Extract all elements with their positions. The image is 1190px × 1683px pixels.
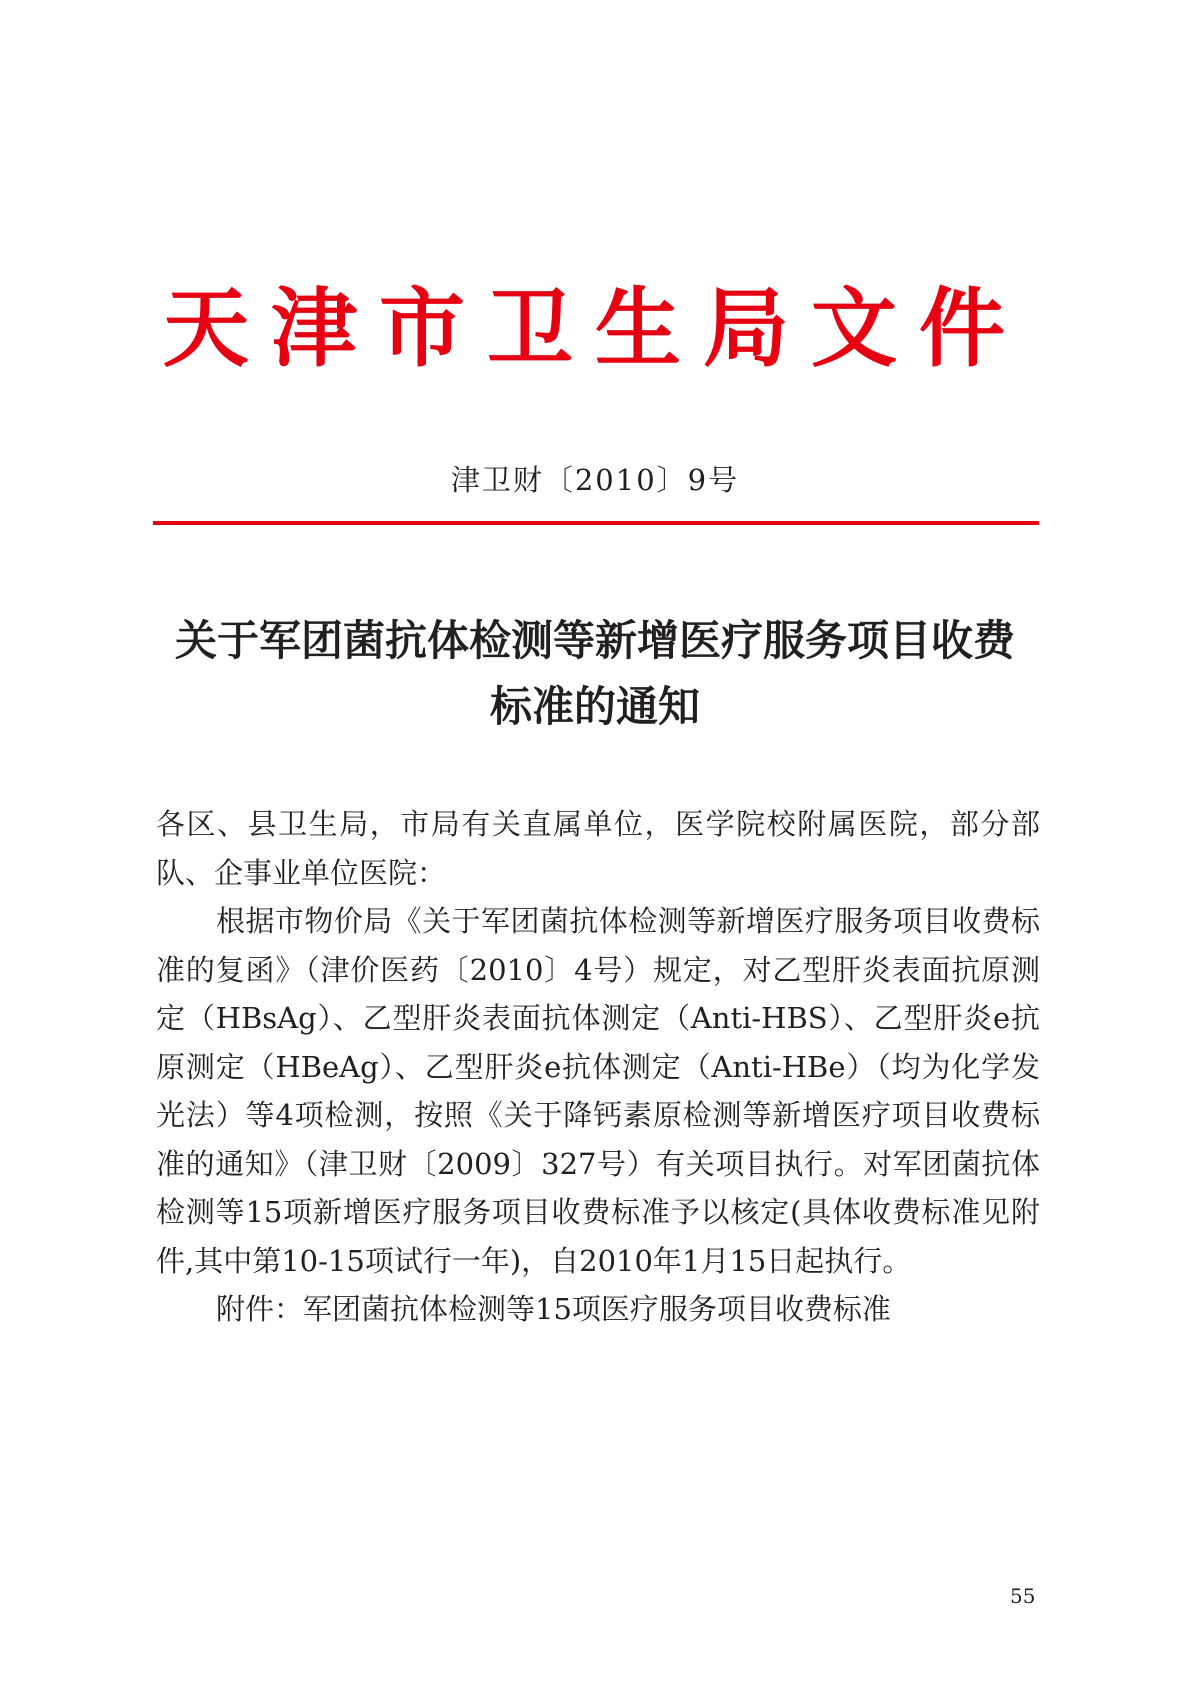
salutation: 各区、县卫生局，市局有关直属单位，医学院校附属医院，部分部队、企事业单位医院： <box>156 807 1040 890</box>
notice-title-line-2: 标准的通知 <box>489 682 700 731</box>
notice-title-line-1: 关于军团菌抗体检测等新增医疗服务项目收费 <box>174 616 1015 665</box>
red-divider-line <box>153 521 1039 525</box>
document-number: 津卫财〔2010〕9号 <box>450 463 740 497</box>
page-number: 55 <box>1010 1584 1036 1608</box>
attachment-line: 附件：军团菌抗体检测等15项医疗服务项目收费标准 <box>216 1292 891 1326</box>
body-paragraph: 根据市物价局《关于军团菌抗体检测等新增医疗服务项目收费标准的复函》（津价医药〔2010〕4号）规定，对乙型肝炎表面抗原测定（HBsAg）、乙型肝炎表面抗体测定（Anti-HBS）、乙型肝炎e抗原测定（HBeAg）、乙型肝炎e抗体测定（Anti-HBe）（均为化学发光法）等4项检测，按照《关于降钙素原检测等新增医疗项目收费标准的通知》（津卫财〔2009〕327号）有关项目执行。对军团菌抗体检测等15项新增医疗服务项目收费标准予以核定(具体收费标准见附件,其中第10-15项试行一年)，自2010年1月15日起执行。 <box>156 904 1040 1278</box>
document-header-title: 天津市卫生局文件 <box>163 278 1027 379</box>
notice-body <box>156 800 1040 1334</box>
notice-title <box>140 608 1050 740</box>
